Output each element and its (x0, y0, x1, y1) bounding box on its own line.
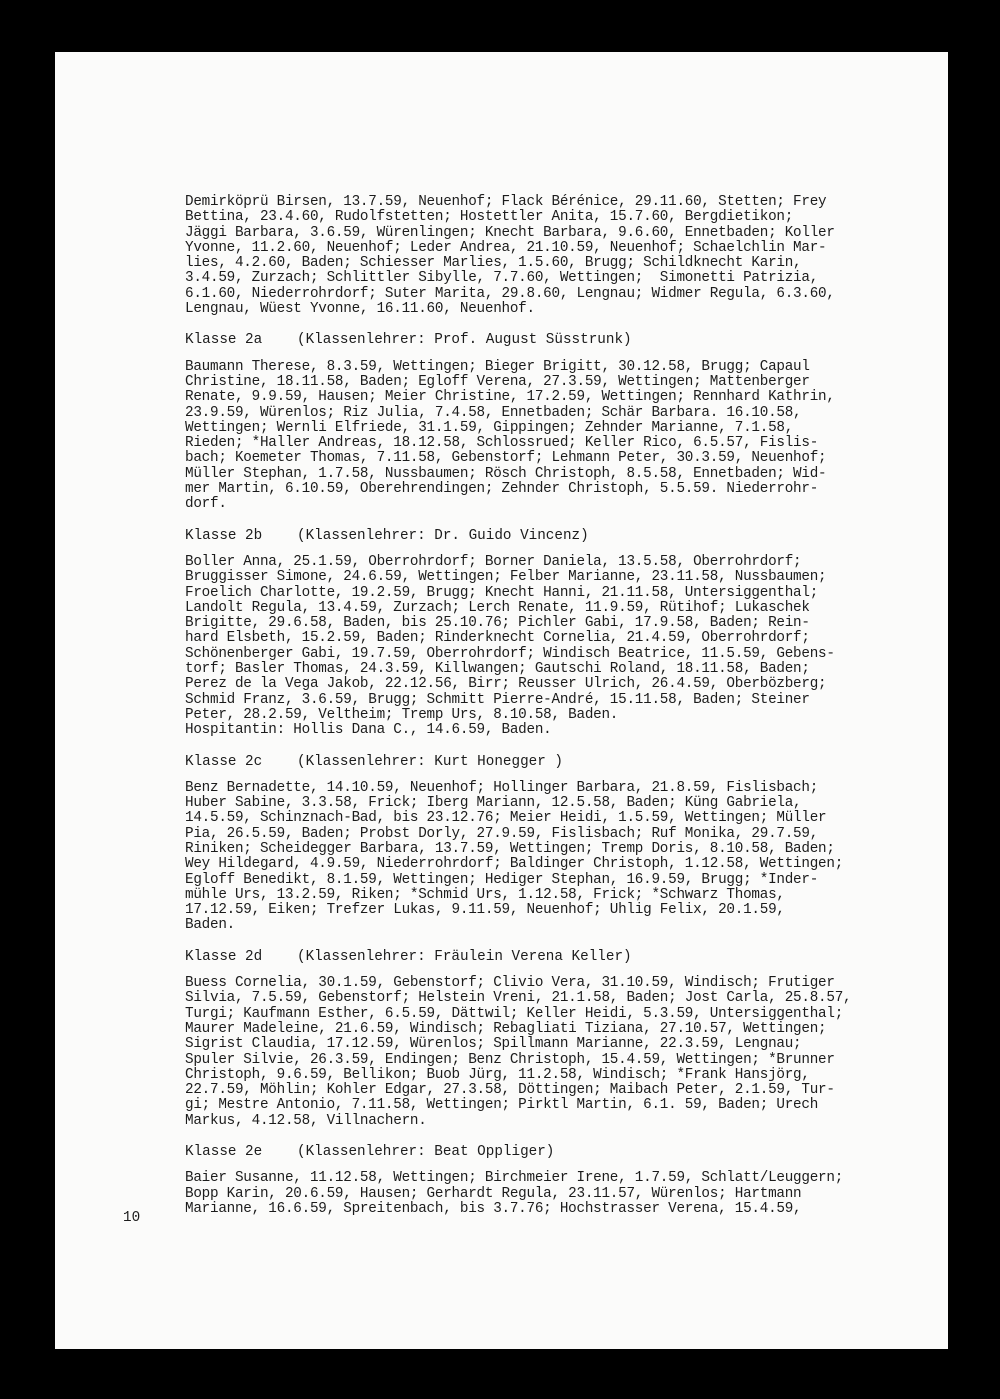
class-heading (185, 1145, 925, 1160)
text-line: mühle Urs, 13.2.59, Riken; *Schmid Urs, 1.12.58, Frick; *Schwarz Thomas, (185, 886, 785, 903)
text-line: Turgi; Kaufmann Esther, 6.5.59, Dättwil; Keller Heidi, 5.3.59, Untersiggenthal; (185, 1005, 844, 1022)
class-teacher: (Klassenlehrer: Kurt Honegger ) (297, 753, 563, 770)
class-heading (185, 333, 925, 348)
text-line: 17.12.59, Eiken; Trefzer Lukas, 9.11.59, Neuenhof; Uhlig Felix, 20.1.59, (185, 902, 785, 919)
class-teacher: (Klassenlehrer: Fräulein Verena Keller) (297, 948, 632, 965)
text-line: Müller Stephan, 1.7.58, Nussbaumen; Rösch Christoph, 8.5.58, Ennetbaden; Wid- (185, 465, 827, 482)
class-section (185, 195, 925, 317)
class-teacher: (Klassenlehrer: Beat Oppliger) (297, 1144, 555, 1161)
class-heading (185, 529, 925, 544)
text-line: Lengnau, Wüest Yvonne, 16.11.60, Neuenhof. (185, 301, 535, 318)
text-line: Brigitte, 29.6.58, Baden, bis 25.10.76; Pichler Gabi, 17.9.58, Baden; Rein- (185, 615, 810, 632)
class-section (185, 529, 925, 739)
text-line: Spuler Silvie, 26.3.59, Endingen; Benz Christoph, 15.4.59, Wettingen; *Brunner (185, 1051, 835, 1068)
page-number: 10 (123, 1210, 141, 1226)
text-line: Markus, 4.12.58, Villnachern. (185, 1112, 427, 1129)
text-line: Wey Hildegard, 4.9.59, Niederrohrdorf; Baldinger Christoph, 1.12.58, Wettingen; (185, 856, 844, 873)
text-line: bach; Koemeter Thomas, 7.11.58, Gebenstorf; Lehmann Peter, 30.3.59, Neuenhof; (185, 450, 827, 467)
text-line: 6.1.60, Niederrohrdorf; Suter Marita, 29.8.60, Lengnau; Widmer Regula, 6.3.60, (185, 285, 835, 302)
text-line: Froelich Charlotte, 19.2.59, Brugg; Knecht Hanni, 21.11.58, Untersiggenthal; (185, 584, 819, 601)
class-name: Klasse 2b (185, 527, 263, 544)
text-line: dorf. (185, 496, 227, 513)
text-line: Buess Cornelia, 30.1.59, Gebenstorf; Clivio Vera, 31.10.59, Windisch; Frutiger (185, 975, 835, 992)
text-line: Perez de la Vega Jakob, 22.12.56, Birr; Reusser Ulrich, 26.4.59, Oberbözberg; (185, 676, 827, 693)
text-line: lies, 4.2.60, Baden; Schiesser Marlies, 1.5.60, Brugg; Schildknecht Karin, (185, 255, 802, 272)
text-line: Rieden; *Haller Andreas, 18.12.58, Schlossrued; Keller Rico, 6.5.57, Fislis- (185, 435, 819, 452)
text-line: Jäggi Barbara, 3.6.59, Würenlingen; Knecht Barbara, 9.6.60, Ennetbaden; Koller (185, 224, 835, 241)
class-lists (185, 195, 925, 1217)
class-section (185, 950, 925, 1129)
class-teacher: (Klassenlehrer: Prof. August Süsstrunk) (297, 332, 632, 349)
class-heading (185, 755, 925, 770)
text-line: Schmid Franz, 3.6.59, Brugg; Schmitt Pierre-André, 15.11.58, Baden; Steiner (185, 691, 810, 708)
class-teacher: (Klassenlehrer: Dr. Guido Vincenz) (297, 527, 589, 544)
class-name: Klasse 2e (185, 1144, 263, 1161)
text-line: Bruggisser Simone, 24.6.59, Wettingen; Felber Marianne, 23.11.58, Nussbaumen; (185, 569, 827, 586)
text-line: Silvia, 7.5.59, Gebenstorf; Helstein Vreni, 21.1.58, Baden; Jost Carla, 25.8.57, (185, 990, 852, 1007)
text-line: Peter, 28.2.59, Veltheim; Tremp Urs, 8.10.58, Baden. (185, 706, 619, 723)
text-line: Maurer Madeleine, 21.6.59, Windisch; Rebagliati Tiziana, 27.10.57, Wettingen; (185, 1020, 827, 1037)
text-line: gi; Mestre Antonio, 7.11.58, Wettingen; Pirktl Martin, 6.1. 59, Baden; Urech (185, 1097, 819, 1114)
text-line: Renate, 9.9.59, Hausen; Meier Christine, 17.2.59, Wettingen; Rennhard Kathrin, (185, 389, 835, 406)
text-line: Boller Anna, 25.1.59, Oberrohrdorf; Borner Daniela, 13.5.58, Oberrohrdorf; (185, 553, 802, 570)
text-line: Wettingen; Wernli Elfriede, 31.1.59, Gippingen; Zehnder Marianne, 7.1.58, (185, 419, 794, 436)
class-section (185, 333, 925, 512)
text-line: Hospitantin: Hollis Dana C., 14.6.59, Baden. (185, 722, 552, 739)
text-line: 14.5.59, Schinznach-Bad, bis 23.12.76; Meier Heidi, 1.5.59, Wettingen; Müller (185, 810, 827, 827)
text-line: Baden. (185, 917, 235, 934)
text-line: Baumann Therese, 8.3.59, Wettingen; Bieger Brigitt, 30.12.58, Brugg; Capaul (185, 358, 810, 375)
text-line: Bettina, 23.4.60, Rudolfstetten; Hostettler Anita, 15.7.60, Bergdietikon; (185, 209, 794, 226)
text-line: 23.9.59, Würenlos; Riz Julia, 7.4.58, Ennetbaden; Schär Barbara. 16.10.58, (185, 404, 802, 421)
text-line: Schönenberger Gabi, 19.7.59, Oberrohrdorf; Windisch Beatrice, 11.5.59, Gebens- (185, 645, 835, 662)
text-line: Landolt Regula, 13.4.59, Zurzach; Lerch Renate, 11.9.59, Rütihof; Lukaschek (185, 599, 810, 616)
class-name: Klasse 2a (185, 332, 263, 349)
class-name: Klasse 2d (185, 948, 263, 965)
text-line: Yvonne, 11.2.60, Neuenhof; Leder Andrea, 21.10.59, Neuenhof; Schaelchlin Mar- (185, 239, 827, 256)
text-line: Christine, 18.11.58, Baden; Egloff Verena, 27.3.59, Wettingen; Mattenberger (185, 373, 810, 390)
class-name: Klasse 2c (185, 753, 263, 770)
text-line: mer Martin, 6.10.59, Oberehrendingen; Zehnder Christoph, 5.5.59. Niederrohr- (185, 481, 819, 498)
text-line: Christoph, 9.6.59, Bellikon; Buob Jürg, 11.2.58, Windisch; *Frank Hansjörg, (185, 1066, 810, 1083)
text-line: Bopp Karin, 20.6.59, Hausen; Gerhardt Regula, 23.11.57, Würenlos; Hartmann (185, 1185, 802, 1202)
class-section (185, 1145, 925, 1217)
text-line: Pia, 26.5.59, Baden; Probst Dorly, 27.9.59, Fislisbach; Ruf Monika, 29.7.59, (185, 825, 819, 842)
text-line: Demirköprü Birsen, 13.7.59, Neuenhof; Flack Bérénice, 29.11.60, Stetten; Frey (185, 194, 827, 210)
text-line: Benz Bernadette, 14.10.59, Neuenhof; Hollinger Barbara, 21.8.59, Fislisbach; (185, 779, 819, 796)
document-page (55, 52, 948, 1349)
text-line: Sigrist Claudia, 17.12.59, Würenlos; Spillmann Marianne, 22.3.59, Lengnau; (185, 1036, 802, 1053)
text-line: 22.7.59, Möhlin; Kohler Edgar, 27.3.58, Döttingen; Maibach Peter, 2.1.59, Tur- (185, 1082, 835, 1099)
class-section (185, 755, 925, 934)
class-heading (185, 950, 925, 965)
text-line: Baier Susanne, 11.12.58, Wettingen; Birchmeier Irene, 1.7.59, Schlatt/Leuggern; (185, 1170, 844, 1187)
text-line: Riniken; Scheidegger Barbara, 13.7.59, Wettingen; Tremp Doris, 8.10.58, Baden; (185, 840, 835, 857)
text-line: 3.4.59, Zurzach; Schlittler Sibylle, 7.7.60, Wettingen; Simonetti Patrizia, (185, 270, 819, 287)
text-line: Huber Sabine, 3.3.58, Frick; Iberg Mariann, 12.5.58, Baden; Küng Gabriela, (185, 795, 802, 812)
text-line: Egloff Benedikt, 8.1.59, Wettingen; Hediger Stephan, 16.9.59, Brugg; *Inder- (185, 871, 819, 888)
text-line: hard Elsbeth, 15.2.59, Baden; Rinderknecht Cornelia, 21.4.59, Oberrohrdorf; (185, 630, 810, 647)
text-line: Marianne, 16.6.59, Spreitenbach, bis 3.7.76; Hochstrasser Verena, 15.4.59, (185, 1200, 802, 1217)
text-line: torf; Basler Thomas, 24.3.59, Killwangen; Gautschi Roland, 18.11.58, Baden; (185, 661, 810, 678)
